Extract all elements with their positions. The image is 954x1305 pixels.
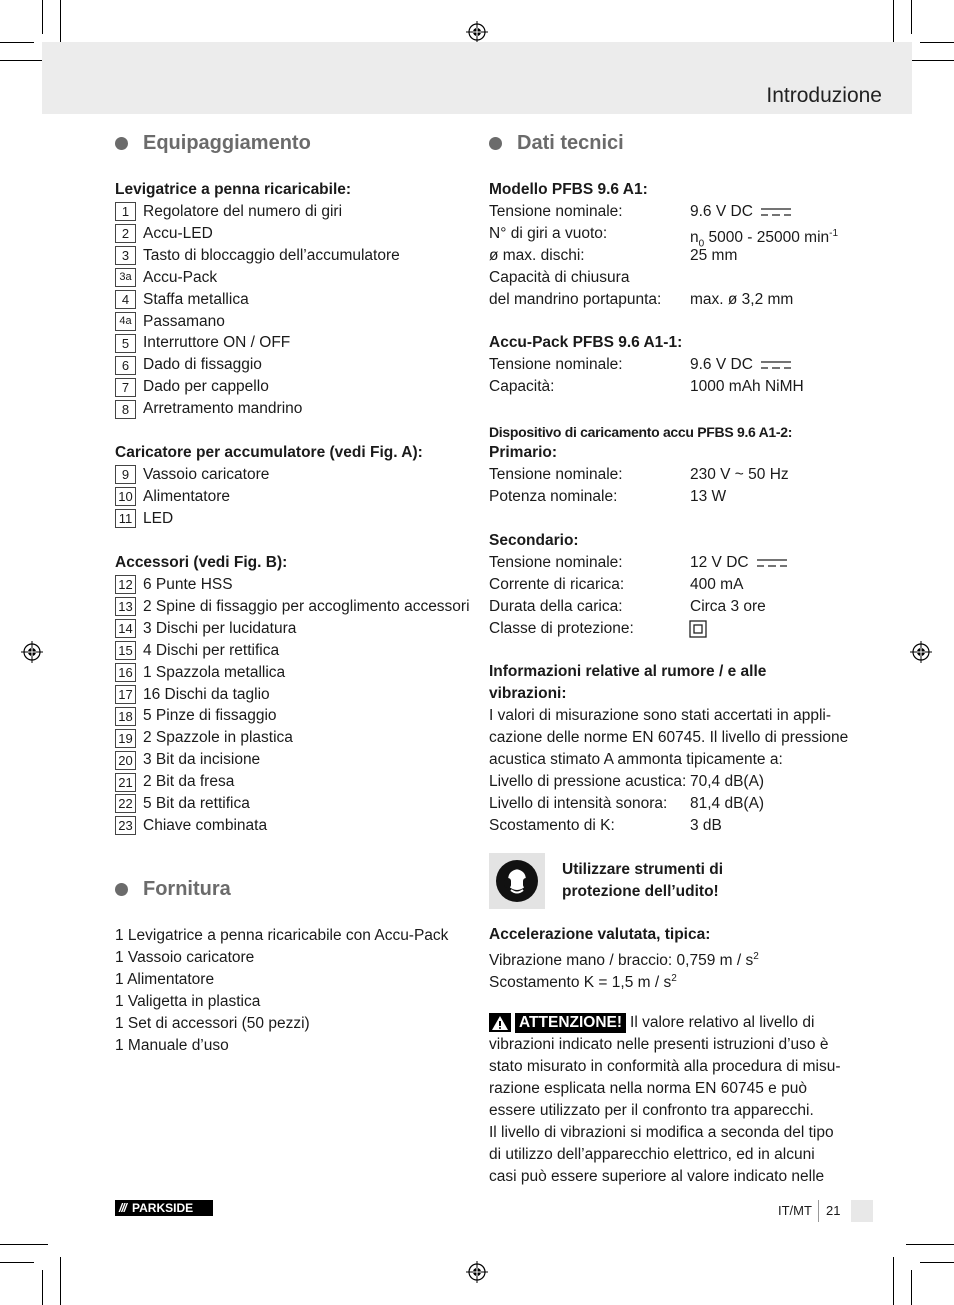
spec-key: Scostamento di K: xyxy=(489,817,615,834)
item-number: 21 xyxy=(115,773,136,792)
spec-value: 25 mm xyxy=(690,247,738,264)
item-number: 3 xyxy=(115,246,136,265)
tech-heading-text: Dati tecnici xyxy=(517,132,624,154)
accel-text: Vibrazione mano / braccio: 0,759 m / s xyxy=(489,952,754,970)
crop-mark xyxy=(906,60,954,61)
spec-value xyxy=(690,201,791,223)
item-number: 19 xyxy=(115,729,136,748)
brand-name: PARKSIDE xyxy=(132,1201,194,1215)
spec-value: 1000 mAh NiMH xyxy=(690,378,804,395)
crop-mark xyxy=(0,60,48,61)
crop-mark xyxy=(893,1257,894,1305)
item-label: Dado per cappello xyxy=(143,378,269,396)
noise-title-2: vibrazioni: xyxy=(489,685,567,702)
bullet-icon xyxy=(115,883,128,896)
item-number: 5 xyxy=(115,334,136,353)
list-item xyxy=(115,223,213,245)
item-label: 4 Dischi per rettifica xyxy=(143,641,280,659)
attention-text-line: stato misurato in conformità alla procedura di misu- xyxy=(489,1058,841,1075)
item-number: 3a xyxy=(115,268,136,287)
noise-text: cazione delle norme EN 60745. Il livello di pressione xyxy=(489,729,849,746)
list-item xyxy=(115,464,269,486)
footer-divider xyxy=(818,1200,819,1222)
item-label: Accu-Pack xyxy=(143,268,218,286)
accessories-title: Accessori (vedi Fig. B): xyxy=(115,554,288,571)
list-item xyxy=(115,201,342,223)
item-label: Alimentatore xyxy=(143,487,231,505)
spec-key: N° di giri a vuoto: xyxy=(489,225,608,242)
spec-value-text: 9.6 V DC xyxy=(690,356,753,373)
spec-value: 400 mA xyxy=(690,576,744,593)
item-number: 12 xyxy=(115,575,136,594)
list-item xyxy=(115,640,279,662)
list-item xyxy=(115,332,290,354)
crop-mark xyxy=(920,42,954,43)
registration-mark-icon xyxy=(466,1261,488,1283)
pack-title: Accu-Pack PFBS 9.6 A1-1: xyxy=(489,334,683,351)
model-title: Modello PFBS 9.6 A1: xyxy=(489,181,648,198)
spec-key: Tensione nominale: xyxy=(489,466,623,483)
item-label: Chiave combinata xyxy=(143,816,268,834)
equipment-heading-text: Equipaggiamento xyxy=(143,132,311,154)
spec-value: 13 W xyxy=(690,488,727,505)
item-label: Passamano xyxy=(143,312,225,330)
item-label: Regolatore del numero di giri xyxy=(143,203,343,220)
spec-value-pre: n xyxy=(690,229,699,247)
bullet-icon xyxy=(115,137,128,150)
charger-title: Caricatore per accumulatore (vedi Fig. A): xyxy=(115,444,423,461)
item-number: 1 xyxy=(115,202,136,221)
footer-box xyxy=(851,1200,873,1222)
attention-text-line: Il livello di vibrazioni si modifica a seconda del tipo xyxy=(489,1124,834,1141)
spec-value: 81,4 dB(A) xyxy=(690,795,765,812)
tech-heading xyxy=(489,132,624,155)
registration-mark-icon xyxy=(466,21,488,43)
attention-text-line: casi può essere superiore al valore indicato nelle xyxy=(489,1168,825,1185)
list-item xyxy=(115,245,400,267)
crop-mark xyxy=(911,0,912,34)
equipment-heading xyxy=(115,132,311,155)
item-number: 11 xyxy=(115,509,136,528)
attention-line xyxy=(489,1012,814,1034)
item-number: 10 xyxy=(115,487,136,506)
item-label: Tasto di bloccaggio dell’accumulatore xyxy=(143,246,400,264)
attention-text-line: razione esplicata nella norma EN 60745 e può xyxy=(489,1080,807,1097)
crop-mark xyxy=(0,1262,34,1263)
spec-key: ø max. dischi: xyxy=(489,247,585,264)
crop-mark xyxy=(60,0,61,48)
item-number: 22 xyxy=(115,794,136,813)
item-number: 7 xyxy=(115,378,136,397)
item-label: Interruttore ON / OFF xyxy=(143,334,291,352)
fornitura-heading-text: Fornitura xyxy=(143,878,231,900)
item-label: 5 Bit da rettifica xyxy=(143,795,250,812)
hearing-warning-2: protezione dell’udito! xyxy=(562,883,719,900)
fornitura-item: 1 Levigatrice a penna ricaricabile con Accu-Pack xyxy=(115,927,449,944)
noise-text: acustica stimato A ammonta tipicamente a: xyxy=(489,751,783,768)
crop-mark xyxy=(920,1262,954,1263)
accel-title: Accelerazione valutata, tipica: xyxy=(489,926,711,943)
list-item xyxy=(115,749,260,771)
attention-text-line: di utilizzo dell’apparecchio elettrico, ed in alcuni xyxy=(489,1146,815,1163)
item-label: 2 Spazzole in plastica xyxy=(143,729,293,747)
warning-triangle-icon xyxy=(489,1013,511,1032)
spec-value: 3 dB xyxy=(690,817,722,834)
crop-mark xyxy=(911,1270,912,1305)
crop-mark xyxy=(893,0,894,48)
hearing-warning: Utilizzare strumenti di xyxy=(562,861,724,878)
spec-key: Durata della carica: xyxy=(489,598,623,615)
list-item xyxy=(115,354,262,376)
language-code: IT/MT xyxy=(778,1203,812,1218)
list-item xyxy=(115,793,250,815)
spec-key: Corrente di ricarica: xyxy=(489,576,625,593)
primary-title: Primario: xyxy=(489,444,558,461)
crop-mark xyxy=(42,1270,43,1305)
spec-key: Tensione nominale: xyxy=(489,554,623,571)
protection-class-ii-icon xyxy=(689,620,707,638)
spec-value-sub: 0 xyxy=(698,238,705,250)
crop-mark xyxy=(0,1244,48,1245)
list-item xyxy=(115,684,270,706)
list-item xyxy=(115,705,277,727)
fornitura-item: 1 Manuale d’uso xyxy=(115,1037,229,1054)
spec-key: Classe di protezione: xyxy=(489,620,634,637)
item-label: Staffa metallica xyxy=(143,290,249,308)
spec-value-text: 5000 - 25000 min xyxy=(708,229,830,247)
list-item xyxy=(115,508,173,530)
spec-key: Tensione nominale: xyxy=(489,203,623,220)
registration-mark-icon xyxy=(910,641,932,663)
bullet-icon xyxy=(489,137,502,150)
list-item xyxy=(115,727,293,749)
item-number: 4 xyxy=(115,290,136,309)
item-label: 3 Bit da incisione xyxy=(143,751,261,769)
page-title: Introduzione xyxy=(766,84,882,107)
item-label: Arretramento mandrino xyxy=(143,400,303,418)
crop-mark xyxy=(60,1257,61,1305)
item-label: 6 Punte HSS xyxy=(143,576,233,593)
spec-key: Potenza nominale: xyxy=(489,488,618,505)
spec-key: del mandrino portapunta: xyxy=(489,291,662,308)
list-item xyxy=(115,486,230,508)
fornitura-item: 1 Alimentatore xyxy=(115,971,215,988)
item-number: 18 xyxy=(115,707,136,726)
superscript: 2 xyxy=(671,973,677,984)
spec-value xyxy=(690,552,787,574)
spec-value-text: 12 V DC xyxy=(690,554,749,571)
secondary-title: Secondario: xyxy=(489,532,579,549)
spec-value: 70,4 dB(A) xyxy=(690,773,765,790)
item-number: 15 xyxy=(115,641,136,660)
item-label: 16 Dischi da taglio xyxy=(143,685,270,703)
item-label: 2 Spine di fissaggio per accoglimento accessori xyxy=(143,597,470,615)
item-number: 6 xyxy=(115,356,136,375)
item-label: Dado di fissaggio xyxy=(143,356,262,374)
spec-value xyxy=(690,354,791,376)
crop-mark xyxy=(0,42,34,43)
list-item xyxy=(115,596,470,618)
item-label: 2 Bit da fresa xyxy=(143,773,235,791)
spec-value: 230 V ~ 50 Hz xyxy=(690,466,789,483)
page-number: 21 xyxy=(826,1203,841,1218)
noise-text: I valori di misurazione sono stati accertati in appli- xyxy=(489,707,832,724)
item-number: 17 xyxy=(115,685,136,704)
pen-title: Levigatrice a penna ricaricabile: xyxy=(115,181,352,198)
spec-key: Capacità: xyxy=(489,378,555,395)
spec-key: Tensione nominale: xyxy=(489,356,623,373)
list-item xyxy=(115,771,234,793)
spec-value-text: 9.6 V DC xyxy=(690,203,753,220)
item-number: 4a xyxy=(115,312,136,331)
accel-text: Scostamento K = 1,5 m / s xyxy=(489,974,672,992)
parkside-logo xyxy=(115,1200,213,1216)
item-number: 9 xyxy=(115,465,136,484)
charger-device-title: Dispositivo di caricamento accu PFBS 9.6 A1-2: xyxy=(489,424,793,440)
item-number: 16 xyxy=(115,663,136,682)
registration-mark-icon xyxy=(21,641,43,663)
spec-value: Circa 3 ore xyxy=(690,598,766,615)
list-item xyxy=(115,574,233,596)
dc-symbol-icon xyxy=(757,558,787,568)
spec-key: Capacità di chiusura xyxy=(489,269,630,286)
attention-text-line: essere utilizzato per il confronto tra apparecchi. xyxy=(489,1102,814,1119)
fornitura-item: 1 Valigetta in plastica xyxy=(115,993,261,1010)
noise-title: Informazioni relative al rumore / e alle xyxy=(489,663,767,680)
item-number: 14 xyxy=(115,619,136,638)
accel-line xyxy=(489,968,677,994)
spec-key: Livello di intensità sonora: xyxy=(489,795,668,812)
attention-badge: ATTENZIONE! xyxy=(515,1013,626,1033)
item-label: 3 Dischi per lucidatura xyxy=(143,619,297,637)
list-item xyxy=(115,289,249,311)
spec-value: max. ø 3,2 mm xyxy=(690,291,794,308)
list-item xyxy=(115,267,217,289)
fornitura-heading xyxy=(115,878,231,901)
item-number: 2 xyxy=(115,224,136,243)
fornitura-item: 1 Vassoio caricatore xyxy=(115,949,255,966)
logo-stripes-icon: /// xyxy=(119,1201,127,1215)
spec-key: Livello di pressione acustica: xyxy=(489,773,687,790)
list-item xyxy=(115,662,285,684)
item-label: LED xyxy=(143,509,174,527)
superscript: 2 xyxy=(753,951,759,962)
item-label: 5 Pinze di fissaggio xyxy=(143,707,277,725)
list-item xyxy=(115,398,302,420)
crop-mark xyxy=(42,0,43,34)
spec-value-sup: -1 xyxy=(829,228,839,239)
dc-symbol-icon xyxy=(761,207,791,217)
crop-mark xyxy=(906,1244,954,1245)
dc-symbol-icon xyxy=(761,360,791,370)
item-number: 20 xyxy=(115,751,136,770)
fornitura-item: 1 Set di accessori (50 pezzi) xyxy=(115,1015,310,1032)
hearing-protection-icon xyxy=(489,853,545,909)
list-item xyxy=(115,815,267,837)
item-number: 23 xyxy=(115,816,136,835)
item-number: 13 xyxy=(115,597,136,616)
item-label: Vassoio caricatore xyxy=(143,466,270,483)
list-item xyxy=(115,311,225,333)
list-item xyxy=(115,618,296,640)
item-label: 1 Spazzola metallica xyxy=(143,663,286,681)
attention-text: Il valore relativo al livello di xyxy=(630,1014,815,1031)
list-item xyxy=(115,376,269,398)
item-label: Accu-LED xyxy=(143,224,213,242)
attention-text-line: vibrazioni indicato nelle presenti istruzioni d’uso è xyxy=(489,1036,829,1053)
item-number: 8 xyxy=(115,400,136,419)
